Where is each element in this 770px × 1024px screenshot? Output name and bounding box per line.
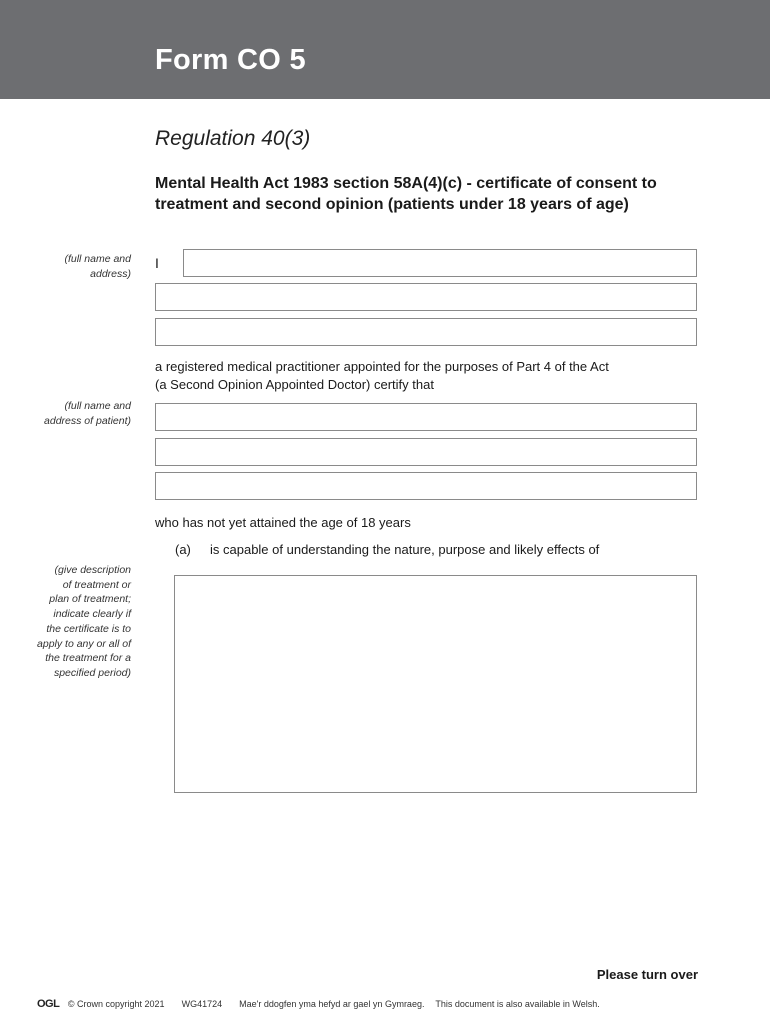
form-title: Form CO 5 [155, 44, 306, 76]
note-line: the certificate is to [46, 622, 131, 635]
copyright-notice: © Crown copyright 2021 [67, 999, 165, 1009]
english-availability-note: This document is also available in Welsh. [435, 999, 600, 1009]
patient-address-field-2[interactable] [155, 472, 697, 500]
practitioner-name-note [64, 252, 131, 281]
age-statement: who has not yet attained the age of 18 years [155, 515, 411, 530]
note-line: address of patient) [44, 414, 131, 427]
statement-line: a registered medical practitioner appointed for the purposes of Part 4 of the Act [155, 359, 609, 374]
patient-name-note [44, 399, 131, 428]
practitioner-address-field-1[interactable] [155, 283, 697, 311]
note-line: plan of treatment; [49, 593, 131, 606]
item-a-text: is capable of understanding the nature, purpose and likely effects of [210, 542, 600, 557]
patient-name-field[interactable] [155, 403, 697, 431]
note-line: the treatment for a [45, 652, 131, 665]
ogl-logo: OGL [37, 998, 60, 1010]
note-line: of treatment or [62, 578, 131, 591]
note-line: address) [90, 267, 131, 280]
act-title: Mental Health Act 1983 section 58A(4)(c) - certificate of consent to treatment and second opinion (patients under 18 years of age) [155, 175, 657, 213]
regulation-reference: Regulation 40(3) [155, 127, 311, 150]
note-line: apply to any or all of [37, 637, 131, 650]
statement-line: (a Second Opinion Appointed Doctor) certify that [155, 377, 434, 392]
treatment-description-field[interactable] [174, 575, 697, 793]
note-line: (full name and [64, 253, 131, 265]
note-line: specified period) [53, 666, 131, 679]
please-turn-over: Please turn over [596, 967, 698, 982]
practitioner-statement [155, 358, 715, 394]
document-code: WG41724 [181, 999, 223, 1009]
note-line: (full name and [64, 400, 131, 412]
practitioner-name-field[interactable] [183, 249, 697, 277]
footer [37, 998, 600, 1010]
patient-address-field-1[interactable] [155, 438, 697, 466]
pronoun-i: I [155, 255, 159, 271]
welsh-availability-note: Mae'r ddogfen yma hefyd ar gael yn Gymraeg. [239, 999, 425, 1009]
practitioner-address-field-2[interactable] [155, 318, 697, 346]
form-header [0, 0, 770, 99]
note-line: indicate clearly if [53, 608, 131, 621]
item-a-label: (a) [175, 542, 191, 557]
treatment-description-note [37, 563, 131, 681]
note-line: (give description [54, 564, 131, 576]
